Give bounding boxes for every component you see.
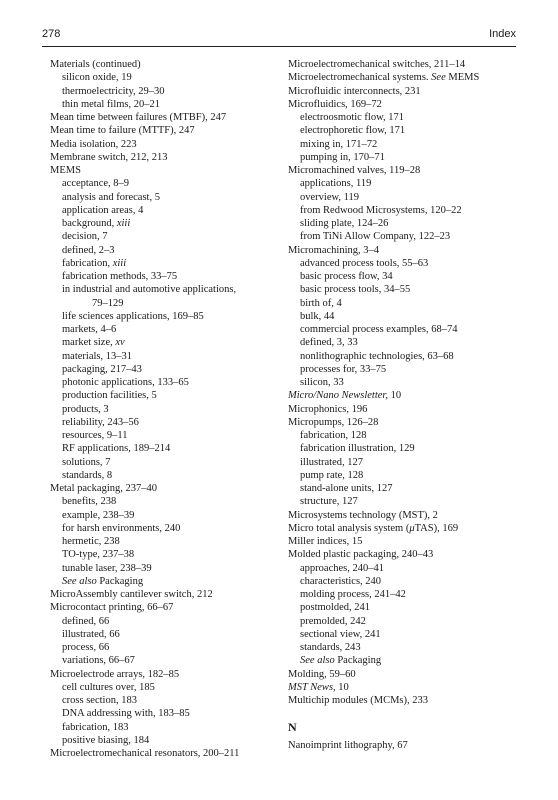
- index-entry-text: Packaging: [96, 575, 144, 587]
- index-subentry: [50, 85, 282, 98]
- index-entry-text: Micro total analysis system (: [288, 522, 410, 534]
- index-entry-text: DNA addressing with, 183–85: [62, 708, 190, 720]
- index-entry-text: silicon oxide, 19: [62, 72, 132, 84]
- index-subentry: [288, 283, 520, 296]
- index-entry-text: overview, 119: [300, 191, 359, 203]
- index-entry-text: process, 66: [62, 642, 110, 653]
- index-entry-text: background,: [62, 218, 117, 229]
- index-entry-text: xv: [115, 337, 125, 349]
- index-subentry: [50, 297, 282, 310]
- index-entry-text: 10: [387, 390, 402, 402]
- index-entry-text: birth of, 4: [300, 297, 342, 309]
- index-entry-text: defined, 3, 33: [300, 337, 358, 349]
- index-subentry: [288, 124, 520, 137]
- index-entry-text: resources, 9–11: [62, 430, 128, 441]
- index-entry: [288, 548, 520, 561]
- index-subentry: [288, 641, 520, 654]
- index-entry-text: Microelectromechanical switches, 211–14: [288, 59, 466, 70]
- index-subentry: [288, 297, 520, 310]
- page-number: 278: [42, 28, 61, 40]
- index-subentry: [50, 522, 282, 535]
- index-subentry: [50, 376, 282, 389]
- index-subentry: [288, 111, 520, 124]
- index-subentry: [50, 429, 282, 442]
- index-subentry: [288, 336, 520, 349]
- index-entry-text: fabrication methods, 33–75: [62, 271, 178, 282]
- index-entry: [50, 601, 282, 614]
- index-subentry: [288, 230, 520, 243]
- index-entry-text: Mean time to failure (MTTF), 247: [50, 125, 195, 137]
- index-subentry: [288, 363, 520, 376]
- index-subentry: [50, 323, 282, 336]
- index-entry-text: premolded, 242: [300, 615, 366, 627]
- index-entry-text: fabrication,: [62, 257, 113, 269]
- index-subentry: [50, 628, 282, 641]
- index-entry-text: thermoelectricity, 29–30: [62, 85, 165, 97]
- index-subentry: [288, 191, 520, 204]
- index-subentry: [50, 283, 282, 296]
- index-entry-text: materials, 13–31: [62, 350, 132, 362]
- index-subentry: [50, 310, 282, 323]
- index-subentry: [50, 270, 282, 283]
- index-subentry: [288, 350, 520, 363]
- index-entry-text: pumping in, 170–71: [300, 151, 385, 163]
- index-entry-text: MST News,: [288, 681, 336, 693]
- index-entry-text: processes for, 33–75: [300, 363, 387, 375]
- index-entry-text: Micro/Nano Newsletter,: [288, 390, 388, 402]
- index-subentry: [288, 177, 520, 190]
- index-subentry: [288, 442, 520, 455]
- index-entry-text: RF applications, 189–214: [62, 443, 171, 455]
- index-subentry: [50, 71, 282, 84]
- index-entry-text: Materials (continued): [50, 59, 141, 70]
- index-entry-text: defined, 66: [62, 615, 110, 627]
- index-entry-text: products, 3: [62, 403, 109, 415]
- index-entry-text: market size,: [62, 337, 116, 349]
- index-entry: [50, 124, 282, 137]
- index-entry-text: positive biasing, 184: [62, 734, 150, 746]
- index-entry: [50, 58, 282, 71]
- index-entry: [288, 71, 520, 84]
- index-subentry: [288, 257, 520, 270]
- index-entry-text: basic process flow, 34: [300, 271, 393, 282]
- index-entry-text: for harsh environments, 240: [62, 522, 181, 534]
- index-entry-text: reliability, 243–56: [62, 416, 139, 428]
- index-subentry: [50, 336, 282, 349]
- index-entry-text: solutions, 7: [62, 456, 111, 468]
- index-entry-text: from TiNi Allow Company, 122–23: [300, 231, 451, 243]
- index-entry-text: photonic applications, 133–65: [62, 377, 189, 388]
- index-entry: [288, 244, 520, 257]
- index-entry-text: thin metal films, 20–21: [62, 98, 160, 110]
- index-entry: [50, 151, 282, 164]
- index-subentry: [50, 350, 282, 363]
- index-entry-text: See: [431, 72, 446, 84]
- index-entry-text: Nanoimprint lithography, 67: [288, 739, 408, 751]
- index-entry: [288, 522, 520, 535]
- index-entry-text: illustrated, 66: [62, 628, 120, 640]
- index-subentry: [50, 548, 282, 561]
- index-subentry: [50, 442, 282, 455]
- index-entry: [288, 58, 520, 71]
- index-entry: [288, 681, 520, 694]
- index-entry-text: application areas, 4: [62, 204, 144, 216]
- running-header: [42, 26, 516, 47]
- index-entry-text: Metal packaging, 237–40: [50, 483, 158, 494]
- index-subentry: [288, 376, 520, 389]
- index-entry-text: electrophoretic flow, 171: [300, 125, 406, 137]
- index-entry-text: Micromachined valves, 119–28: [288, 165, 421, 176]
- index-entry-text: Membrane switch, 212, 213: [50, 151, 168, 163]
- index-subentry: [288, 138, 520, 151]
- index-entry: [288, 164, 520, 177]
- index-entry-text: sectional view, 241: [300, 628, 381, 640]
- index-entry: [288, 85, 520, 98]
- index-entry-text: See also: [62, 575, 97, 587]
- index-entry-text: standards, 243: [300, 642, 361, 653]
- index-subentry: [288, 495, 520, 508]
- index-subentry: [50, 654, 282, 667]
- index-entry: [50, 747, 282, 760]
- index-entry-text: silicon, 33: [300, 377, 344, 388]
- index-entry-text: Packaging: [334, 655, 382, 667]
- index-entry-text: Microelectromechanical systems.: [288, 72, 432, 84]
- index-subentry: [50, 721, 282, 734]
- index-entry-text: TO-type, 237–38: [62, 549, 135, 561]
- index-entry-text: Molded plastic packaging, 240–43: [288, 549, 434, 561]
- index-entry-text: Microsystems technology (MST), 2: [288, 509, 438, 521]
- index-entry: [50, 668, 282, 681]
- index-subentry: [50, 191, 282, 204]
- index-entry-text: postmolded, 241: [300, 602, 370, 614]
- index-subentry: [50, 681, 282, 694]
- index-subentry: [288, 456, 520, 469]
- index-subentry: [50, 562, 282, 575]
- index-subentry: [50, 416, 282, 429]
- index-entry-text: from Redwood Microsystems, 120–22: [300, 204, 462, 216]
- index-column-right: [288, 58, 520, 752]
- index-entry-text: structure, 127: [300, 496, 358, 508]
- index-entry: [50, 164, 282, 177]
- index-subentry: [288, 429, 520, 442]
- index-entry: [50, 482, 282, 495]
- index-subentry: [50, 509, 282, 522]
- index-entry-text: TAS), 169: [414, 522, 459, 534]
- index-entry-text: pump rate, 128: [300, 469, 364, 481]
- index-column-left: [50, 58, 282, 760]
- index-entry-text: Microfluidic interconnects, 231: [288, 85, 421, 97]
- index-subentry: [50, 535, 282, 548]
- index-subentry: [50, 575, 282, 588]
- index-entry-text: commercial process examples, 68–74: [300, 324, 458, 335]
- index-entry: [288, 416, 520, 429]
- index-entry-text: Microelectrode arrays, 182–85: [50, 668, 180, 680]
- index-entry-text: μ: [409, 522, 415, 534]
- index-subentry: [288, 217, 520, 230]
- index-subentry: [50, 389, 282, 402]
- index-entry-text: applications, 119: [300, 178, 372, 190]
- index-subentry: [288, 469, 520, 482]
- index-entry-text: bulk, 44: [300, 310, 335, 322]
- index-subentry: [288, 482, 520, 495]
- index-subentry: [50, 204, 282, 217]
- index-entry-text: approaches, 240–41: [300, 562, 384, 574]
- index-entry-text: variations, 66–67: [62, 655, 135, 667]
- index-entry-text: standards, 8: [62, 469, 113, 481]
- index-subentry: [50, 694, 282, 707]
- index-entry-text: production facilities, 5: [62, 390, 157, 402]
- index-entry-text: in industrial and automotive applications,: [62, 284, 237, 296]
- index-entry-text: Microcontact printing, 66–67: [50, 602, 174, 614]
- index-entry-text: Media isolation, 223: [50, 138, 137, 150]
- index-entry-text: cross section, 183: [62, 695, 137, 706]
- index-subentry: [288, 204, 520, 217]
- index-entry-text: life sciences applications, 169–85: [62, 310, 204, 322]
- index-entry-text: MEMS: [50, 165, 81, 176]
- running-head-title: Index: [489, 28, 516, 40]
- index-entry-text: Microfluidics, 169–72: [288, 98, 382, 110]
- index-subentry: [288, 654, 520, 667]
- index-entry-text: stand-alone units, 127: [300, 483, 393, 494]
- index-entry-text: hermetic, 238: [62, 536, 120, 547]
- index-entry-text: advanced process tools, 55–63: [300, 257, 429, 269]
- index-subentry: [50, 469, 282, 482]
- index-entry-text: packaging, 217–43: [62, 363, 142, 375]
- index-entry-text: See also: [300, 655, 335, 667]
- index-entry: [288, 389, 520, 402]
- index-entry: [288, 403, 520, 416]
- index-entry-text: nonlithographic technologies, 63–68: [300, 350, 454, 362]
- index-entry-text: fabrication, 128: [300, 430, 367, 441]
- index-entry-text: example, 238–39: [62, 509, 135, 521]
- index-entry-text: MEMS: [445, 72, 480, 84]
- index-subentry: [288, 323, 520, 336]
- index-subentry: [50, 177, 282, 190]
- index-subentry: [288, 270, 520, 283]
- index-entry-text: Microphonics, 196: [288, 403, 368, 415]
- index-entry-text: fabrication, 183: [62, 721, 129, 733]
- index-entry-text: xiii: [116, 218, 131, 229]
- index-subentry: [288, 628, 520, 641]
- index-entry-text: acceptance, 8–9: [62, 178, 130, 190]
- index-subentry: [288, 151, 520, 164]
- index-entry-text: Mean time between failures (MTBF), 247: [50, 112, 227, 123]
- index-subentry: [50, 257, 282, 270]
- index-entry: [288, 98, 520, 111]
- index-entry-text: basic process tools, 34–55: [300, 284, 411, 296]
- index-entry-text: markets, 4–6: [62, 324, 117, 335]
- index-entry-text: Miller indices, 15: [288, 536, 363, 547]
- index-entry-text: Multichip modules (MCMs), 233: [288, 695, 429, 706]
- index-entry: [50, 111, 282, 124]
- index-entry-text: fabrication illustration, 129: [300, 443, 415, 455]
- index-subentry: [288, 588, 520, 601]
- index-subentry: [50, 363, 282, 376]
- index-entry: [288, 668, 520, 681]
- index-entry-text: characteristics, 240: [300, 575, 382, 587]
- index-entry-text: MicroAssembly cantilever switch, 212: [50, 589, 213, 600]
- index-entry-text: electroosmotic flow, 171: [300, 112, 405, 123]
- index-entry: [288, 739, 520, 752]
- index-entry-text: benefits, 238: [62, 496, 117, 508]
- index-subentry: [50, 244, 282, 257]
- index-entry-text: sliding plate, 124–26: [300, 218, 389, 229]
- index-entry-text: decision, 7: [62, 231, 108, 243]
- index-subentry: [50, 217, 282, 230]
- index-subentry: [288, 310, 520, 323]
- index-entry-text: Molding, 59–60: [288, 668, 356, 680]
- index-subentry: [50, 641, 282, 654]
- index-subentry: [50, 615, 282, 628]
- index-subentry: [50, 403, 282, 416]
- index-entry: [288, 694, 520, 707]
- index-entry-text: Micromachining, 3–4: [288, 244, 379, 256]
- index-subentry: [50, 495, 282, 508]
- index-entry-text: Micropumps, 126–28: [288, 416, 379, 428]
- index-subentry: [288, 575, 520, 588]
- index-entry: [288, 509, 520, 522]
- index-subentry: [288, 615, 520, 628]
- index-entry-text: tunable laser, 238–39: [62, 562, 152, 574]
- index-subentry: [50, 456, 282, 469]
- index-entry-text: illustrated, 127: [300, 456, 363, 468]
- index-entry-text: Microelectromechanical resonators, 200–211: [50, 748, 240, 759]
- index-subentry: [288, 601, 520, 614]
- index-subentry: [50, 734, 282, 747]
- index-entry-text: cell cultures over, 185: [62, 681, 155, 693]
- index-subentry: [288, 562, 520, 575]
- index-subentry: [50, 230, 282, 243]
- index-entry-text: xiii: [112, 257, 127, 269]
- index-letter-heading: N: [288, 720, 297, 735]
- index-entry: [288, 535, 520, 548]
- index-entry-text: 10: [335, 681, 349, 693]
- index-subentry: [50, 98, 282, 111]
- index-entry-text: molding process, 241–42: [300, 589, 406, 600]
- index-entry: [50, 138, 282, 151]
- index-entry-text: 79–129: [92, 297, 124, 309]
- index-entry-text: mixing in, 171–72: [300, 138, 378, 150]
- index-entry-text: defined, 2–3: [62, 244, 115, 256]
- index-subentry: [50, 707, 282, 720]
- index-entry-text: analysis and forecast, 5: [62, 191, 160, 203]
- index-entry: [50, 588, 282, 601]
